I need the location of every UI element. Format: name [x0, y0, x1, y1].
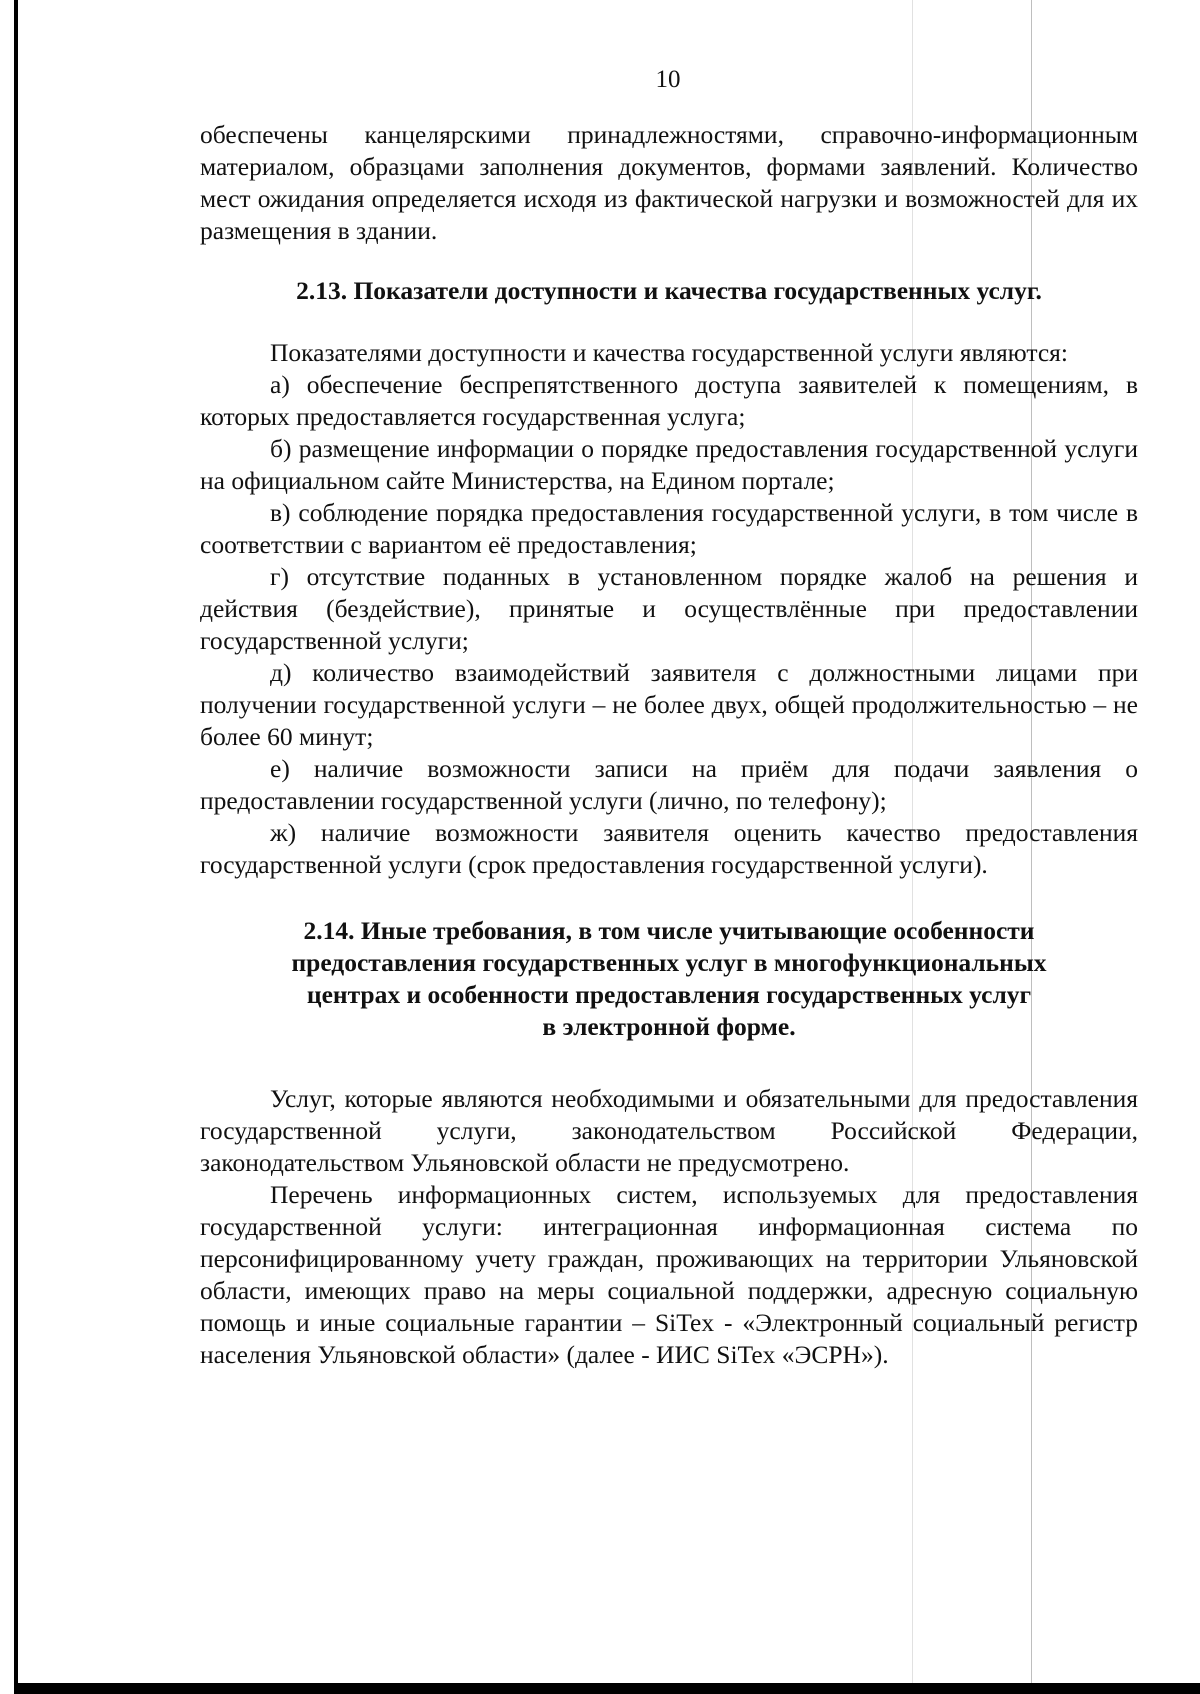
- heading-line: 2.14. Иные требования, в том числе учитывающие особенности: [303, 916, 1035, 945]
- list-item: ж) наличие возможности заявителя оценить качество предоставления государственной услуги (срок предоставления государственной услуги).: [200, 818, 1138, 879]
- list-item: б) размещение информации о порядке предоставления государственной услуги на официальном сайте Министерства, на Едином портале;: [200, 434, 1138, 495]
- list-item: а) обеспечение беспрепятственного доступа заявителей к помещениям, в которых предоставляется государственная услуга;: [200, 370, 1138, 431]
- heading-line: центрах и особенности предоставления государственных услуг: [306, 980, 1032, 1009]
- body-paragraph: Услуг, которые являются необходимыми и обязательными для предоставления государственной услуги, законодательством Российской Федерации, законодательством Ульяновской области не предусмотрено.: [200, 1084, 1138, 1177]
- section-lead-paragraph: Показателями доступности и качества государственной услуги являются:: [270, 338, 1068, 367]
- list-item: д) количество взаимодействий заявителя с должностными лицами при получении государственной услуги – не более двух, общей продолжительностью – не более 60 минут;: [200, 658, 1138, 751]
- scan-border-bottom: [14, 1683, 1200, 1694]
- scan-border-left: [14, 0, 18, 1694]
- section-heading-2-13: 2.13. Показатели доступности и качества государственных услуг.: [296, 276, 1042, 305]
- list-item: е) наличие возможности записи на приём для подачи заявления о предоставлении государственной услуги (лично, по телефону);: [200, 754, 1138, 815]
- list-item: г) отсутствие поданных в установленном порядке жалоб на решения и действия (бездействие), принятые и осуществлённые при предоставлении государственной услуги;: [200, 562, 1138, 655]
- page-number: 10: [655, 66, 681, 93]
- heading-line: в электронной форме.: [542, 1012, 796, 1041]
- intro-paragraph: обеспечены канцелярскими принадлежностями, справочно-информационным материалом, образцами заполнения документов, формами заявлений. Количество мест ожидания определяется исходя из фактической нагрузки и возможностей для их размещения в здании.: [200, 120, 1138, 245]
- list-item: в) соблюдение порядка предоставления государственной услуги, в том числе в соответствии с вариантом её предоставления;: [200, 498, 1138, 559]
- body-paragraph: Перечень информационных систем, используемых для предоставления государственной услуги: интеграционная информационная система по персонифицированному учету граждан, проживающих на территории Ульяновской области, имеющих право на меры социальной поддержки, адресную социальную помощь и иные социальные гарантии – SiTex - «Электронный социальный регистр населения Ульяновской области» (далее - ИИС SiTex «ЭСРН»).: [200, 1180, 1138, 1369]
- section-heading-2-14: [200, 915, 1138, 1043]
- document-body: [200, 119, 1138, 1371]
- heading-line: предоставления государственных услуг в многофункциональных: [291, 948, 1047, 977]
